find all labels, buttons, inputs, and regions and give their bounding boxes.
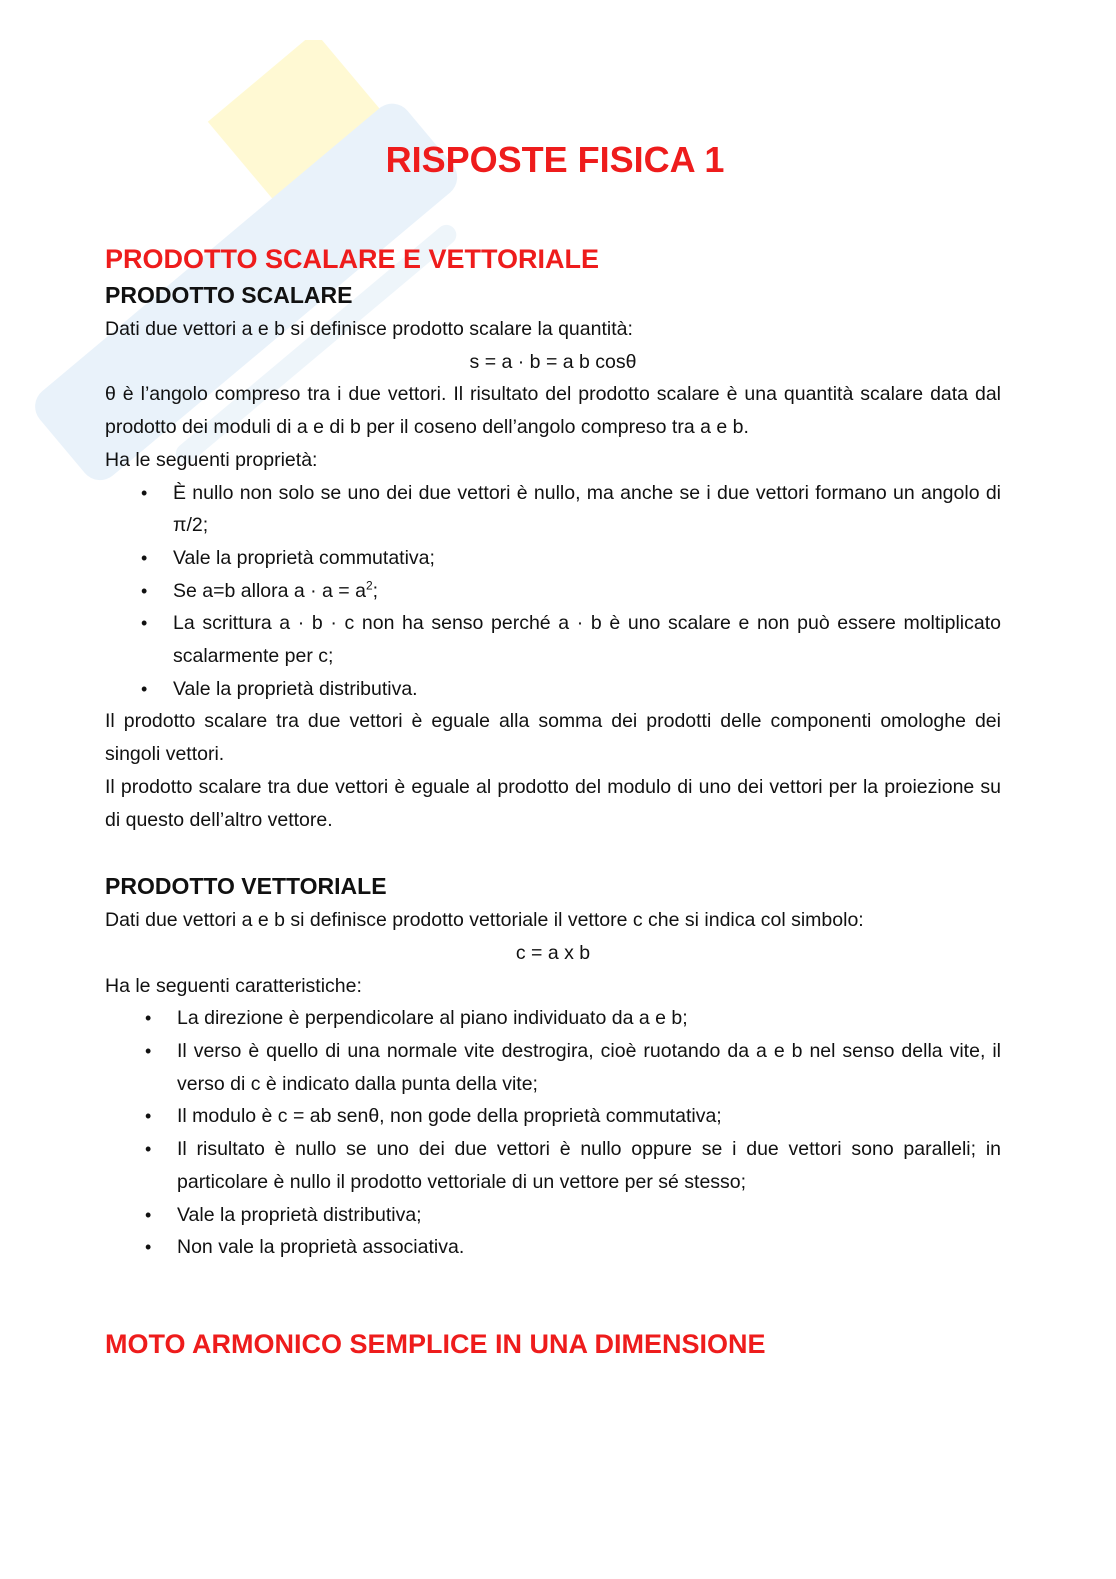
subsection-heading: PRODOTTO SCALARE xyxy=(105,282,353,308)
list-item-text: Non vale la proprietà associativa. xyxy=(177,1236,465,1259)
superscript: 2 xyxy=(365,578,373,593)
list-item-text: È nullo non solo se uno dei due vettori è nullo, ma anche se i due vettori formano un angolo di π/2; xyxy=(173,481,1001,537)
list-item-text: Vale la proprietà distributiva. xyxy=(173,677,418,700)
property-list xyxy=(105,477,1001,706)
list-item-text: Se a=b allora a · a = a xyxy=(173,579,366,602)
formula: s = a · b = a b cosθ xyxy=(469,350,637,373)
scalar-product-body xyxy=(105,313,1001,836)
bullet-icon: • xyxy=(145,1204,152,1225)
list-item-text: Il modulo è c = ab senθ, non gode della proprietà commutativa; xyxy=(177,1105,722,1128)
list-item xyxy=(105,1035,1001,1100)
bullet-icon: • xyxy=(145,1237,152,1258)
bullet-icon: • xyxy=(145,1041,152,1062)
list-item xyxy=(105,477,1001,542)
paragraph: Il prodotto scalare tra due vettori è eguale alla somma dei prodotti delle componenti omologhe dei singoli vettori. xyxy=(105,710,1001,766)
list-item xyxy=(105,1231,1001,1264)
list-item-text: Il risultato è nullo se uno dei due vettori è nullo oppure se i due vettori sono paralleli; in particolare è nullo il prodotto vettoriale di un vettore per sé stesso; xyxy=(177,1138,1001,1193)
paragraph: Ha le seguenti caratteristiche: xyxy=(105,974,362,997)
spacer xyxy=(105,1264,1001,1326)
paragraph: Dati due vettori a e b si definisce prodotto scalare la quantità: xyxy=(105,318,633,340)
paragraph: θ è l’angolo compreso tra i due vettori. Il risultato del prodotto scalare è una quantità scalare data dal prodotto dei moduli di a e di b per il coseno dell’angolo compreso tra a e b. xyxy=(105,383,1001,439)
list-item-text: La direzione è perpendicolare al piano individuato da a e b; xyxy=(177,1007,688,1030)
list-item-text: Il verso è quello di una normale vite destrogira, cioè ruotando da a e b nel senso della vite, il verso di c è indicato dalla punta della vite; xyxy=(177,1040,1001,1095)
list-item xyxy=(105,607,1001,672)
vector-product-body xyxy=(105,904,1001,1264)
list-item-text: Vale la proprietà commutativa; xyxy=(173,546,435,569)
list-item xyxy=(105,1199,1001,1232)
list-item-text: La scrittura a · b · c non ha senso perché a · b è uno scalare e non può essere moltiplicato scalarmente per c; xyxy=(173,612,1001,668)
list-item xyxy=(105,542,1001,575)
bullet-icon: • xyxy=(141,678,148,699)
section-heading: PRODOTTO SCALARE E VETTORIALE xyxy=(105,244,600,274)
section-heading: MOTO ARMONICO SEMPLICE IN UNA DIMENSIONE xyxy=(105,1328,766,1359)
bullet-icon: • xyxy=(145,1139,152,1160)
bullet-icon: • xyxy=(141,547,148,568)
paragraph: Il prodotto scalare tra due vettori è eguale al prodotto del modulo di uno dei vettori per la proiezione su di questo dell’altro vettore. xyxy=(105,775,1001,831)
paragraph: Dati due vettori a e b si definisce prodotto vettoriale il vettore c che si indica col simbolo: xyxy=(105,909,864,932)
subsection-heading: PRODOTTO VETTORIALE xyxy=(105,873,387,900)
spacer xyxy=(105,836,1001,868)
list-item xyxy=(105,1133,1001,1198)
bullet-icon: • xyxy=(141,613,148,634)
property-list xyxy=(105,1002,1001,1264)
list-item xyxy=(105,1002,1001,1035)
bullet-icon: • xyxy=(145,1008,152,1029)
document-title: RISPOSTE FISICA 1 xyxy=(385,139,725,180)
list-item xyxy=(105,575,1001,608)
punctuation: ; xyxy=(372,579,379,602)
bullet-icon: • xyxy=(141,580,148,601)
formula: c = a x b xyxy=(515,941,591,964)
list-item xyxy=(105,1100,1001,1133)
list-item xyxy=(105,673,1001,706)
paragraph: Ha le seguenti proprietà: xyxy=(105,448,318,471)
bullet-icon: • xyxy=(141,482,148,503)
bullet-icon: • xyxy=(145,1106,152,1127)
list-item-text: Vale la proprietà distributiva; xyxy=(177,1203,422,1226)
